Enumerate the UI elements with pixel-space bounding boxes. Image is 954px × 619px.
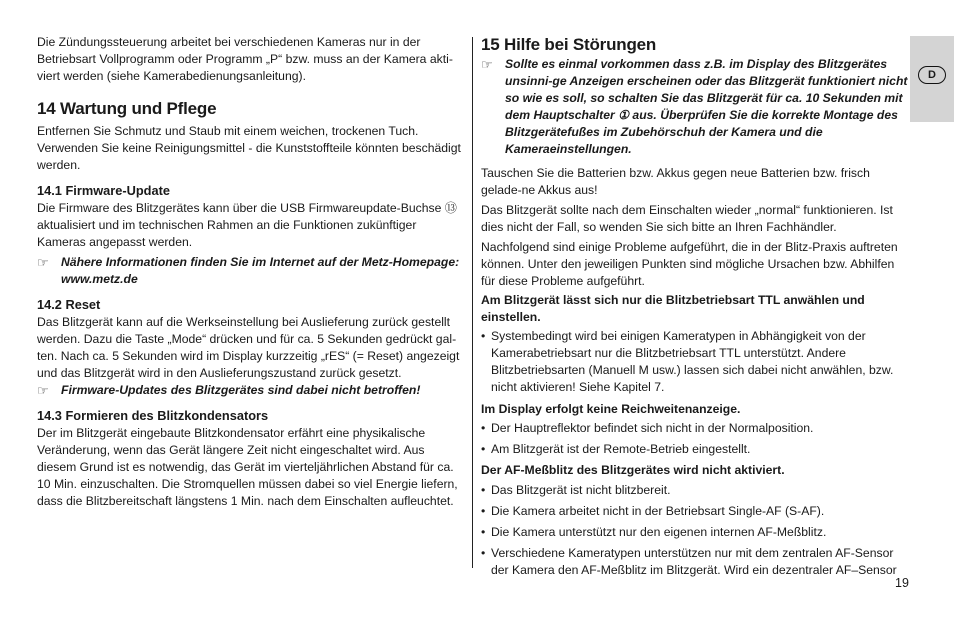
section-15-heading: 15 Hilfe bei Störungen [481,35,657,54]
section-14-3-text: Der im Blitzgerät eingebaute Blitzkondensator erfährt eine physikalische Veränderung, wenn das Gerät längere Zeit nicht eingeschaltet wird. Aus diesem Grund ist es notwendig, das Gerät im vierteljährlichen Abstand für ca. 10 Min. einzuschalten. Die Stromquellen müssen dabei so viel Energie liefern, dass die Blitzbereitschaft längstens 1 Min. nach dem Einschalten aufleuchtet. [37,426,458,508]
bullet-icon: • [481,483,486,497]
problem-3-item-text: Die Kamera arbeitet nicht in der Betriebsart Single-AF (S-AF). [491,504,825,518]
page-number: 19 [895,576,909,590]
intro-paragraph: Die Zündungssteuerung arbeitet bei verschiedenen Kameras nur in der Betriebsart Vollprogramm oder Programm „P“ bzw. muss an der Kamera akti-viert werden (siehe Kamerabedienungsanleitung). [37,35,453,83]
section-14-text: Entfernen Sie Schmutz und Staub mit einem weichen, trockenen Tuch. Verwenden Sie keine Reinigungsmittel - die Kunststoffteile könnten beschädigt werden. [37,124,461,172]
problem-1-item-text: Systembedingt wird bei einigen Kameratypen in Abhängigkeit von der Kamerabetriebsart nur die Blitzbetriebsart TTL unterstützt. Andere Blitzbetriebsarten (Manuell M usw.) lassen sich dabei nicht anwählen, bzw. nicht aktivieren! Siehe Kapitel 7. [491,329,894,394]
problem-2-item-text: Am Blitzgerät ist der Remote-Betrieb eingestellt. [491,442,751,456]
problem-2-item [481,420,911,437]
problem-3-item-text: Das Blitzgerät ist nicht blitzbereit. [491,483,671,497]
problem-2-item [481,441,911,458]
problem-3-item [481,545,911,579]
section-14-1-note-text: Nähere Informationen finden Sie im Internet auf der Metz-Homepage: www.metz.de [61,255,460,286]
left-column [37,34,467,510]
language-badge: D [918,66,946,84]
section-14-2-heading: 14.2 Reset [37,297,101,312]
pointing-hand-icon: ☞ [37,383,49,398]
section-14-2-text: Das Blitzgerät kann auf die Werkseinstellung bei Auslieferung zurück gestellt werden. Dazu die Taste „Mode“ drücken und für ca. 5 Sekunden gedrückt gal-ten. Nach ca. 5 Sekunden wird im Display kurzzeitig „rES“ (= Reset) angezeigt und das Blitzgerät wird in den Auslieferungszustand zurück gesetzt. [37,315,460,380]
bullet-icon: • [481,546,486,560]
section-14-3-heading: 14.3 Formieren des Blitzkondensators [37,408,269,423]
section-14-1-heading: 14.1 Firmware-Update [37,183,170,198]
problem-2-heading: Im Display erfolgt keine Reichweitenanzeige. [481,402,741,416]
section-14-2-note [37,382,467,399]
right-column [481,34,911,579]
problem-3-item-text: Verschiedene Kameratypen unterstützen nur mit dem zentralen AF-Sensor der Kamera den AF-Meßblitz im Blitzgerät. Wird ein dezentraler AF–Sensor [491,546,897,577]
bullet-icon: • [481,442,486,456]
paragraph-normal-function: Das Blitzgerät sollte nach dem Einschalten wieder „normal“ funktionieren. Ist dies nicht der Fall, so wenden Sie sich bitte an Ihren Fachhändler. [481,203,893,234]
paragraph-batteries: Tauschen Sie die Batterien bzw. Akkus gegen neue Batterien bzw. frisch gelade-ne Akkus aus! [481,166,870,197]
language-tab [910,36,954,122]
problem-3-item [481,503,911,520]
pointing-hand-icon: ☞ [481,57,493,72]
problem-1-heading: Am Blitzgerät lässt sich nur die Blitzbetriebsart TTL anwählen und einstellen. [481,293,865,324]
column-divider [472,37,473,568]
bullet-icon: • [481,525,486,539]
section-15-note [481,56,911,158]
pointing-hand-icon: ☞ [37,255,49,270]
problem-3-heading: Der AF-Meßblitz des Blitzgerätes wird nicht aktiviert. [481,463,785,477]
problem-3-item [481,482,911,499]
bullet-icon: • [481,421,486,435]
section-14-2-note-text: Firmware-Updates des Blitzgerätes sind dabei nicht betroffen! [61,383,421,397]
problem-2-item-text: Der Hauptreflektor befindet sich nicht in der Normalposition. [491,421,814,435]
section-14-heading: 14 Wartung und Pflege [37,99,217,118]
problem-3-item-text: Die Kamera unterstützt nur den eigenen internen AF-Meßblitz. [491,525,827,539]
bullet-icon: • [481,329,486,343]
section-15-note-text: Sollte es einmal vorkommen dass z.B. im Display des Blitzgerätes unsinni-ge Anzeigen erscheinen oder das Blitzgerät funktioniert nicht so wie es soll, so schalten Sie das Blitzgerät für ca. 10 Sekunden mit dem Hauptschalter ① aus. Überprüfen Sie die korrekte Montage des Blitzgerätefußes im Zubehörschuh der Kamera und die Kameraeinstellungen. [505,57,908,156]
section-14-1-note [37,254,467,288]
problem-1-item [481,328,911,396]
problem-3-item [481,524,911,541]
paragraph-problems-intro: Nachfolgend sind einige Probleme aufgeführt, die in der Blitz-Praxis auftreten können. Unter den jeweiligen Punkten sind mögliche Ursachen bzw. Abhilfen für diese Probleme aufgeführt. [481,240,898,288]
section-14-1-text: Die Firmware des Blitzgerätes kann über die USB Firmwareupdate-Buchse ⑬ aktualisiert und im technischen Rahmen an die Funktionen zukünftiger Kameras angepasst werden. [37,201,457,249]
bullet-icon: • [481,504,486,518]
